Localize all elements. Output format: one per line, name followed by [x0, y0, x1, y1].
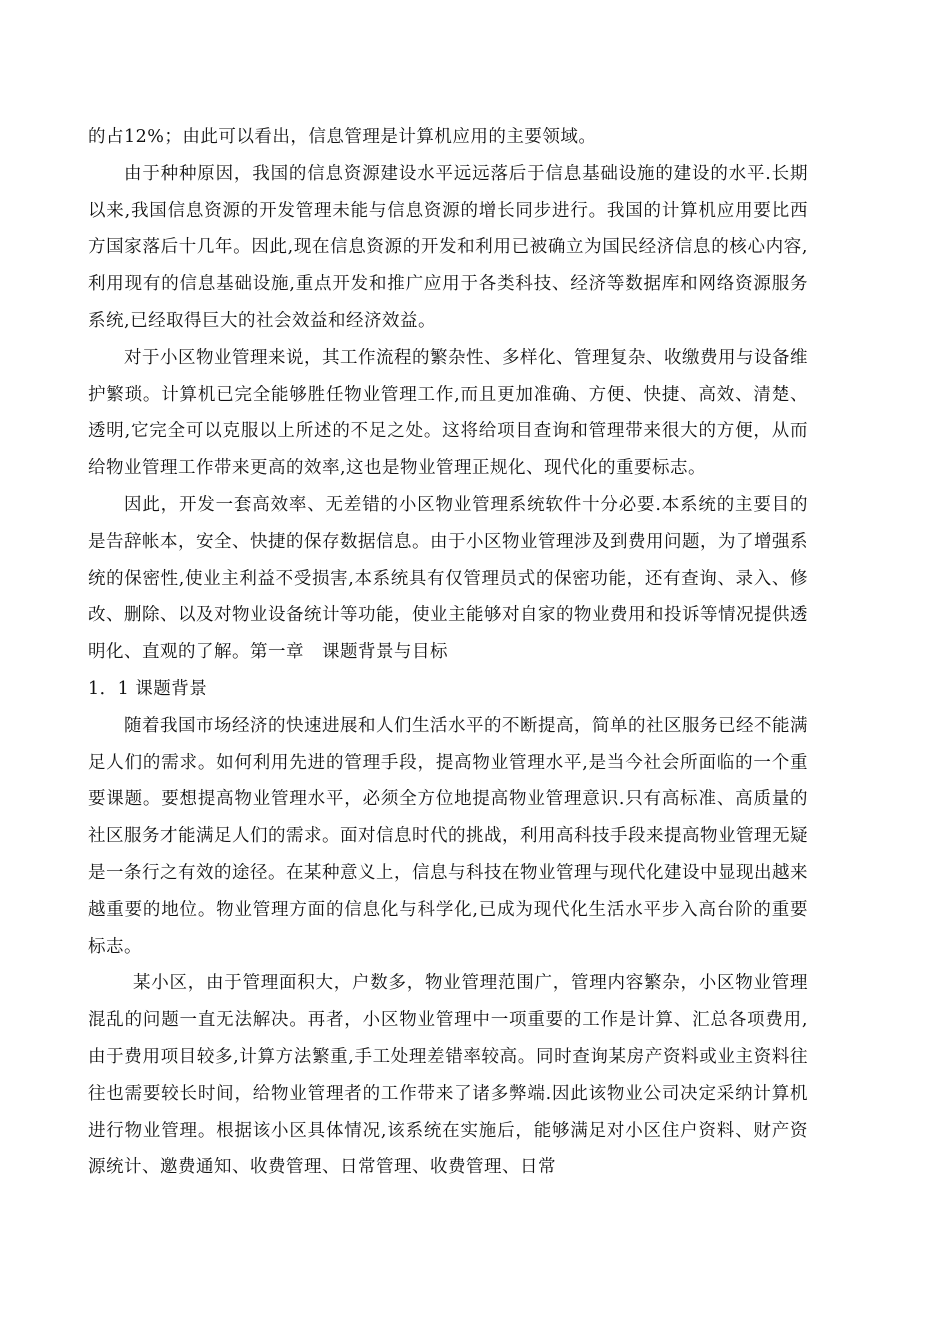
paragraph-background: 随着我国市场经济的快速进展和人们生活水平的不断提高，简单的社区服务已经不能满足人们的需求。如何利用先进的管理手段，提高物业管理水平,是当今社会所面临的一个重要课题。要想提高物业管理水平，必须全方位地提高物业管理意识.只有高标准、高质量的社区服务才能满足人们的需求。面对信息时代的挑战，利用高科技手段来提高物业管理无疑是一条行之有效的途径。在某种意义上，信息与科技在物业管理与现代化建设中显现出越来越重要的地位。物业管理方面的信息化与科学化,已成为现代化生活水平步入高台阶的重要标志。	[88, 715, 808, 957]
paragraph-system-purpose: 因此，开发一套高效率、无差错的小区物业管理系统软件十分必要.本系统的主要目的是告辞帐本，安全、快捷的保存数据信息。由于小区物业管理涉及到费用问题，为了增强系统的保密性,使业主利益不受损害,本系统具有仅管理员式的保密功能，还有查询、录入、修改、删除、以及对物业设备统计等功能，使业主能够对自家的物业费用和投诉等情况提供透明化、直观的了解。第一章 课题背景与目标	[88, 494, 808, 663]
section-number: 1．1	[88, 678, 130, 699]
section-heading	[88, 671, 808, 708]
paragraph-information-resources: 由于种种原因，我国的信息资源建设水平远远落后于信息基础设施的建设的水平.长期以来,我国信息资源的开发管理未能与信息资源的增长同步进行。我国的计算机应用要比西方国家落后十几年。因此,现在信息资源的开发和利用已被确立为国民经济信息的核心内容,利用现有的信息基础设施,重点开发和推广应用于各类科技、经济等数据库和网络资源服务系统,已经取得巨大的社会效益和经济效益。	[88, 163, 808, 331]
paragraph-continuation: 的占12%；由此可以看出，信息管理是计算机应用的主要领域。	[88, 127, 597, 147]
paragraph-property-management: 对于小区物业管理来说，其工作流程的繁杂性、多样化、管理复杂、收缴费用与设备维护繁琐。计算机已完全能够胜任物业管理工作,而且更加准确、方便、快捷、高效、清楚、透明,它完全可以克服以上所述的不足之处。这将给项目查询和管理带来很大的方便，从而给物业管理工作带来更高的效率,这也是物业管理正规化、现代化的重要标志。	[88, 347, 808, 479]
paragraph-community-case: 某小区，由于管理面积大，户数多，物业管理范围广，管理内容繁杂，小区物业管理混乱的问题一直无法解决。再者，小区物业管理中一项重要的工作是计算、汇总各项费用,由于费用项目较多,计算方法繁重,手工处理差错率较高。同时查询某房产资料或业主资料往往也需要较长时间，给物业管理者的工作带来了诸多弊端.因此该物业公司决定采纳计算机进行物业管理。根据该小区具体情况,该系统在实施后，能够满足对小区住户资料、财产资源统计、邀费通知、收费管理、日常管理、收费管理、日常	[88, 973, 808, 1178]
document-body	[88, 119, 808, 1186]
section-title: 课题背景	[135, 678, 208, 699]
